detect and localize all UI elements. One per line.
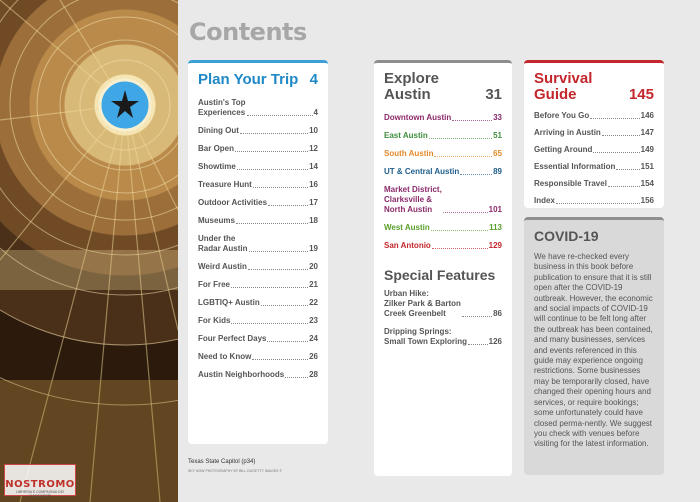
leader-dots [432, 248, 488, 249]
toc-entry-page: 21 [309, 280, 318, 289]
toc-entry-page: 18 [309, 216, 318, 225]
toc-entry-label: Four Perfect Days [198, 334, 267, 343]
toc-entry-page: 101 [488, 205, 502, 214]
toc-entry-page: 28 [309, 370, 318, 379]
leader-dots [462, 316, 492, 317]
toc-entry-page: 16 [309, 180, 318, 189]
section-title: Survival Guide [534, 70, 593, 103]
toc-entry-label: Need to Know [198, 352, 252, 361]
toc-entry-page: 65 [493, 149, 502, 158]
toc-entry-label: UT & Central Austin [384, 167, 460, 176]
toc-entry[interactable] [384, 289, 502, 319]
toc-entry[interactable] [384, 327, 502, 347]
brand-name: NOSTROMO [5, 479, 75, 490]
toc-entry[interactable] [198, 126, 318, 136]
toc-entry-label: Getting Around [534, 145, 593, 154]
toc-entry[interactable] [198, 316, 318, 326]
toc-entry-page: 17 [309, 198, 318, 207]
toc-entry-page: 12 [309, 144, 318, 153]
toc-entry[interactable] [198, 334, 318, 344]
explore-austin-list [374, 103, 512, 251]
section-page: 4 [309, 71, 318, 88]
toc-entry-label: Treasure Hunt [198, 180, 252, 189]
explore-austin-section [374, 60, 512, 476]
section-page: 145 [628, 86, 654, 103]
toc-entry-label: For Free [198, 280, 231, 289]
toc-entry[interactable] [198, 262, 318, 272]
leader-dots [452, 120, 492, 121]
toc-entry[interactable] [534, 128, 654, 138]
toc-entry-page: 129 [488, 241, 502, 250]
special-features-section [374, 259, 512, 347]
toc-entry-page: 4 [313, 108, 318, 117]
leader-dots [593, 152, 639, 153]
leader-dots [431, 230, 488, 231]
survival-guide-list [524, 103, 664, 206]
leader-dots [231, 287, 308, 288]
leader-dots [248, 269, 308, 270]
leader-dots [468, 344, 488, 345]
toc-entry-label: South Austin [384, 149, 434, 158]
brand-tagline: LIBRERIA E COMPAGNIA DEI VIAGGIATORI [16, 490, 64, 498]
leader-dots [252, 359, 308, 360]
special-features-title: Special Features [384, 267, 496, 283]
leader-dots [237, 169, 308, 170]
toc-entry[interactable] [198, 370, 318, 380]
page-title: Contents [189, 18, 307, 46]
toc-entry[interactable] [384, 131, 502, 141]
toc-entry-page: 146 [640, 111, 654, 120]
covid-body: We have re-checked every business in this book before publication to ensure that it is still open after the COVID-19 outbreak. However, the economic and social impacts of COVID-19 will continue to be felt long after the outbreak has been contained, and many businesses, services and events referenced in this guide may experience ongoing restrictions. Some businesses may be temporarily closed, have changed their opening hours and services, or require bookings; some unfortunately could have closed perma-nently. We suggest you check with venues before visiting for the latest information. [534, 252, 653, 449]
toc-entry-page: 51 [493, 131, 502, 140]
toc-entry[interactable] [198, 144, 318, 154]
toc-entry-label: Arriving in Austin [534, 128, 601, 137]
plan-your-trip-list [188, 88, 328, 380]
toc-entry-label: Downtown Austin [384, 113, 452, 122]
toc-entry-label: Responsible Travel [534, 179, 607, 188]
toc-entry-page: 22 [309, 298, 318, 307]
leader-dots [602, 135, 640, 136]
toc-entry[interactable] [384, 167, 502, 177]
toc-entry[interactable] [534, 162, 654, 172]
leader-dots [240, 133, 308, 134]
toc-entry-page: 26 [309, 352, 318, 361]
toc-entry-page: 10 [309, 126, 318, 135]
toc-entry[interactable] [534, 179, 654, 189]
toc-entry-page: 149 [640, 145, 654, 154]
toc-entry[interactable] [198, 352, 318, 362]
toc-entry-label: Outdoor Activities [198, 198, 268, 207]
photo-credit: SKY NOW PHOTOGRAPHY BY BILL DUGETTY IMAGES © [188, 469, 282, 473]
nostromo-logo [4, 464, 76, 496]
covid-notice [524, 217, 664, 475]
toc-entry-page: 156 [640, 196, 654, 205]
leader-dots [556, 203, 640, 204]
leader-dots [247, 115, 313, 116]
toc-entry[interactable] [384, 185, 502, 215]
toc-entry-page: 20 [309, 262, 318, 271]
toc-entry-label: East Austin [384, 131, 428, 140]
dome-illustration [0, 0, 178, 502]
plan-your-trip-section [188, 60, 328, 444]
survival-guide-header[interactable] [524, 63, 664, 103]
leader-dots [429, 138, 492, 139]
leader-dots [616, 169, 639, 170]
leader-dots [443, 212, 488, 213]
leader-dots [285, 377, 308, 378]
toc-entry-page: 33 [493, 113, 502, 122]
toc-entry-label: Austin Neighborhoods [198, 370, 285, 379]
toc-entry-page: 151 [640, 162, 654, 171]
toc-entry-label: Weird Austin [198, 262, 247, 271]
toc-entry[interactable] [198, 234, 318, 254]
leader-dots [249, 251, 309, 252]
toc-entry[interactable] [198, 216, 318, 226]
toc-entry-label: Dining Out [198, 126, 239, 135]
leader-dots [434, 156, 492, 157]
section-title: Explore Austin [384, 70, 440, 103]
toc-entry[interactable] [534, 196, 654, 206]
section-page: 31 [485, 86, 502, 103]
toc-entry-label: Museums [198, 216, 235, 225]
toc-entry-label: For Kids [198, 316, 231, 325]
toc-entry-label: Index [534, 196, 555, 205]
leader-dots [608, 186, 640, 187]
special-features-list [374, 283, 512, 347]
leader-dots [235, 151, 308, 152]
toc-entry[interactable] [384, 113, 502, 123]
toc-entry-label: Market District, Clarksville & North Austin [384, 185, 442, 214]
toc-entry-label: Under the Radar Austin [198, 234, 248, 253]
capitol-dome-photo [0, 0, 178, 502]
toc-entry-page: 24 [309, 334, 318, 343]
toc-entry-page: 86 [493, 309, 502, 318]
explore-austin-header[interactable] [374, 63, 512, 103]
leader-dots [267, 341, 308, 342]
leader-dots [231, 323, 308, 324]
toc-entry-page: 126 [488, 337, 502, 346]
toc-entry-label: Dripping Springs: Small Town Exploring [384, 327, 467, 346]
toc-entry[interactable] [198, 180, 318, 190]
section-title: Plan Your Trip [198, 71, 299, 88]
leader-dots [460, 174, 492, 175]
toc-entry[interactable] [198, 280, 318, 290]
toc-entry-page: 19 [309, 244, 318, 253]
toc-entry[interactable] [534, 111, 654, 121]
toc-entry-page: 23 [309, 316, 318, 325]
toc-entry-label: West Austin [384, 223, 430, 232]
toc-entry-page: 154 [640, 179, 654, 188]
survival-guide-section [524, 60, 664, 208]
toc-entry-label: Urban Hike: Zilker Park & Barton Creek Greenbelt [384, 289, 461, 318]
toc-entry-page: 89 [493, 167, 502, 176]
leader-dots [236, 223, 308, 224]
leader-dots [261, 305, 308, 306]
toc-entry-label: Essential Information [534, 162, 616, 171]
leader-dots [253, 187, 308, 188]
toc-entry[interactable] [198, 298, 318, 308]
leader-dots [268, 205, 308, 206]
toc-entry[interactable] [198, 162, 318, 172]
toc-entry-label: Bar Open [198, 144, 235, 153]
photo-caption: Texas State Capitol (p34) [188, 459, 256, 465]
toc-entry-page: 14 [309, 162, 318, 171]
toc-entry-label: San Antonio [384, 241, 431, 250]
toc-entry[interactable] [534, 145, 654, 155]
plan-your-trip-header[interactable] [188, 63, 328, 88]
toc-entry-page: 147 [640, 128, 654, 137]
toc-entry[interactable] [384, 149, 502, 159]
toc-entry-label: LGBTIQ+ Austin [198, 298, 260, 307]
toc-entry[interactable] [384, 241, 502, 251]
toc-entry[interactable] [198, 198, 318, 208]
toc-entry-label: Showtime [198, 162, 236, 171]
leader-dots [590, 118, 639, 119]
toc-entry-label: Austin's Top Experiences [198, 98, 246, 117]
toc-entry[interactable] [384, 223, 502, 233]
toc-entry-page: 113 [489, 223, 502, 232]
toc-entry-label: Before You Go [534, 111, 590, 120]
covid-title: COVID-19 [534, 228, 599, 244]
toc-entry[interactable] [198, 98, 318, 118]
